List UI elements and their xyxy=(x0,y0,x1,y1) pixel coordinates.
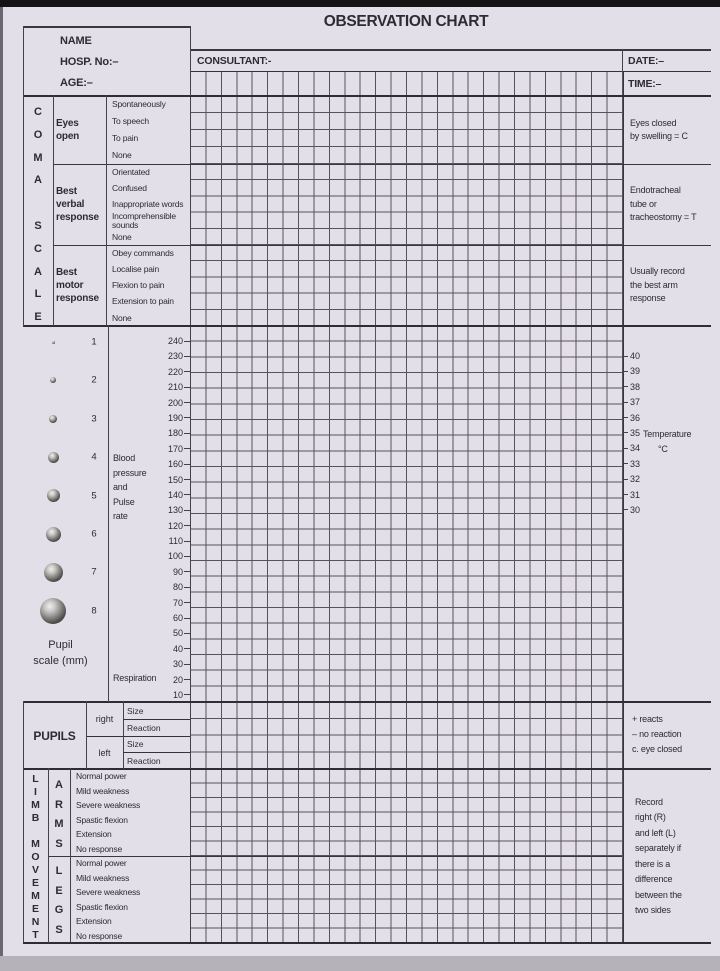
scale-item: Severe weakness xyxy=(76,800,141,810)
scale-item: Normal power xyxy=(76,771,127,781)
motor-response-grid xyxy=(190,245,624,326)
bp-scale-value: 30 xyxy=(172,659,183,670)
bp-tick xyxy=(184,387,190,388)
temp-scale-row xyxy=(622,397,662,407)
coma-scale-letter: C xyxy=(34,106,42,118)
note-line: between the xyxy=(635,889,682,900)
bp-scale-row xyxy=(146,551,190,561)
note-line: difference xyxy=(635,874,673,884)
bp-scale-row xyxy=(146,582,190,592)
bp-scale-row xyxy=(146,382,190,392)
best-arm-note xyxy=(630,245,712,326)
limb-movement-letter: B xyxy=(31,812,40,824)
note-line: separately if xyxy=(635,843,681,853)
limb-movement-vertical-label xyxy=(23,0,48,971)
limb-movement-letter: T xyxy=(32,929,39,941)
bp-scale-row xyxy=(146,644,190,654)
bp-scale-row xyxy=(146,336,190,346)
scale-item: Mild weakness xyxy=(76,785,130,796)
bp-scale-row xyxy=(146,490,190,500)
label-line: open xyxy=(56,131,80,142)
temp-scale-row xyxy=(622,351,662,361)
temp-scale-value: 38 xyxy=(630,381,641,392)
bp-tick xyxy=(184,525,190,526)
note-line: response xyxy=(630,293,666,304)
bp-tick xyxy=(184,571,190,572)
arms-grid xyxy=(190,769,624,856)
eyes-closed-note xyxy=(630,96,712,164)
pupils-section-label: PUPILS xyxy=(33,728,76,743)
temp-scale-row xyxy=(622,443,662,453)
scale-item: None xyxy=(112,150,132,161)
label-line: Eyes xyxy=(56,118,79,129)
bp-scale-value: 190 xyxy=(167,412,183,423)
pupils-grid xyxy=(190,702,624,769)
bp-scale-value: 210 xyxy=(167,382,183,393)
temp-scale-value: 36 xyxy=(630,412,641,423)
scale-item: Spontaneously xyxy=(112,99,166,110)
legs-letter: S xyxy=(55,923,63,936)
scale-item: Localise pain xyxy=(112,264,160,275)
coma-scale-letter: E xyxy=(34,311,42,324)
bp-tick xyxy=(184,633,190,634)
bp-tick xyxy=(184,602,190,603)
note-line: tube or xyxy=(630,198,657,209)
scale-item: Obey commands xyxy=(112,247,174,258)
label-line: response xyxy=(56,293,99,304)
limb-movement-letter: M xyxy=(31,799,40,811)
legs-letter: E xyxy=(55,884,63,897)
temp-tick xyxy=(622,494,628,495)
bp-scale-value: 80 xyxy=(172,582,183,593)
scale-item: Inappropriate words xyxy=(112,199,184,210)
temp-scale-row xyxy=(622,490,662,500)
temp-scale-value: 39 xyxy=(630,366,641,377)
bp-tick xyxy=(184,618,190,619)
legs-vertical-label xyxy=(48,0,70,971)
bp-tick xyxy=(184,356,190,357)
note-line: Eyes closed xyxy=(630,117,677,128)
temp-scale-row xyxy=(622,382,662,392)
label-line: response xyxy=(56,212,99,223)
temp-scale-row xyxy=(622,505,662,515)
pupils-right-label: right xyxy=(95,714,114,724)
bp-tick xyxy=(184,402,190,403)
date-label: DATE:– xyxy=(628,55,664,67)
coma-scale-letter: M xyxy=(33,151,43,164)
coma-scale-letter: S xyxy=(34,220,42,232)
pupils-left-label: left xyxy=(98,747,111,758)
scale-item: None xyxy=(112,231,132,242)
temp-tick xyxy=(622,448,628,449)
pupils-left-size-label: Size xyxy=(127,739,144,749)
note-line: Record xyxy=(635,796,663,807)
consultant-bottom-rule xyxy=(190,71,711,72)
consultant-label: CONSULTANT:- xyxy=(197,55,272,67)
scale-item: Normal power xyxy=(76,858,127,868)
note-line: right (R) xyxy=(635,812,666,822)
bp-tick xyxy=(184,433,190,434)
pupil-size-number: 6 xyxy=(91,528,97,540)
bp-scale-row xyxy=(146,690,190,700)
scale-item: Incomprehensible sounds xyxy=(112,211,176,230)
bp-scale-value: 20 xyxy=(172,674,183,685)
bp-tick xyxy=(184,448,190,449)
coma-scale-letter: L xyxy=(34,288,42,301)
temperature-unit: °C xyxy=(658,444,668,454)
bp-scale-row xyxy=(146,536,190,546)
bp-tick xyxy=(184,464,190,465)
note-line: c. eye closed xyxy=(632,743,682,754)
bp-scale-row xyxy=(146,413,190,423)
note-line: – no reaction xyxy=(632,728,682,739)
bp-scale-row xyxy=(146,598,190,608)
note-line: tracheostomy = T xyxy=(630,212,697,223)
temp-tick xyxy=(622,479,628,480)
time-label: TIME:– xyxy=(628,78,662,90)
arms-letter: S xyxy=(55,837,63,850)
pupil-size-number: 3 xyxy=(91,413,97,425)
bp-scale-value: 200 xyxy=(167,397,183,408)
bp-scale-value: 40 xyxy=(172,643,183,654)
scale-item: No response xyxy=(76,930,122,941)
temp-tick xyxy=(622,371,628,372)
verbal-response-grid xyxy=(190,164,624,245)
arms-letter: R xyxy=(55,798,63,811)
label-line: pressure xyxy=(113,467,147,478)
temp-tick xyxy=(622,463,628,464)
limb-movement-letter: E xyxy=(31,877,39,889)
bp-scale-value: 230 xyxy=(167,351,183,362)
scale-item: Flexion to pain xyxy=(112,280,165,291)
pupils-right-size-label: Size xyxy=(127,705,144,716)
scale-item: Extension xyxy=(76,829,112,839)
age-label: AGE:– xyxy=(60,77,93,89)
bp-tick xyxy=(184,371,190,372)
pupil-size-number: 2 xyxy=(91,374,97,386)
arms-letter: A xyxy=(55,779,63,791)
hosp-no-label: HOSP. No:– xyxy=(60,56,119,68)
pupil-size-number: 5 xyxy=(91,490,97,502)
name-box-right-rule xyxy=(190,26,191,96)
limb-group-divider xyxy=(70,768,71,943)
bp-tick xyxy=(184,556,190,557)
bp-scale-value: 70 xyxy=(172,597,183,608)
scale-item: To pain xyxy=(112,133,139,144)
label-line: Pulse xyxy=(113,496,135,507)
bp-scale-value: 10 xyxy=(172,689,183,700)
legs-letter: L xyxy=(55,865,63,877)
limb-movement-letter: M xyxy=(31,890,40,902)
bp-tick xyxy=(184,694,190,695)
scale-item: Orientated xyxy=(112,166,150,177)
scale-item: Mild weakness xyxy=(76,872,130,883)
pupil-size-number: 4 xyxy=(91,451,97,463)
photo-top-edge xyxy=(0,0,720,7)
pupils-right-reaction-label: Reaction xyxy=(127,722,161,733)
pupil-reaction-key-note xyxy=(632,705,714,763)
pupil-size-number: 7 xyxy=(91,566,97,578)
endotracheal-note xyxy=(630,164,712,245)
temp-tick xyxy=(622,417,628,418)
eyes-open-grid xyxy=(190,96,624,164)
scale-item: Extension to pain xyxy=(112,296,174,307)
scale-item: Severe weakness xyxy=(76,887,141,897)
limb-movement-letter: I xyxy=(34,786,37,798)
page-title: OBSERVATION CHART xyxy=(323,13,489,30)
bp-scale-value: 240 xyxy=(167,336,183,346)
bp-tick xyxy=(184,664,190,665)
legs-grid xyxy=(190,856,624,943)
bp-scale-value: 220 xyxy=(167,366,183,377)
bp-scale-value: 150 xyxy=(167,474,183,485)
temp-scale-value: 40 xyxy=(630,351,641,361)
bp-tick xyxy=(184,679,190,680)
note-line: two sides xyxy=(635,905,671,915)
scale-item: Spastic flexion xyxy=(76,901,128,912)
scale-item: To speech xyxy=(112,116,149,127)
label-line: Pupil xyxy=(48,639,73,651)
bp-tick xyxy=(184,479,190,480)
scale-item: None xyxy=(112,312,132,323)
limb-movement-letter: E xyxy=(31,903,39,915)
bp-scale-row xyxy=(146,444,190,454)
vitals-grid xyxy=(190,326,624,702)
temperature-label: Temperature xyxy=(643,429,692,439)
bp-scale-row xyxy=(146,351,190,361)
temp-scale-value: 32 xyxy=(630,474,641,485)
bp-tick xyxy=(184,341,190,342)
limb-movement-letter: M xyxy=(31,838,40,850)
temp-scale-value: 34 xyxy=(630,443,641,454)
bp-scale-row xyxy=(146,367,190,377)
bp-scale-row xyxy=(146,613,190,623)
bp-scale-row xyxy=(146,567,190,577)
temp-scale-value: 33 xyxy=(630,458,641,469)
bp-tick xyxy=(184,510,190,511)
bp-scale-row xyxy=(146,628,190,638)
coma-scale-letter: O xyxy=(33,128,43,141)
time-columns-grid xyxy=(190,72,624,96)
temp-scale-row xyxy=(622,474,662,484)
bp-scale-value: 160 xyxy=(167,459,183,470)
arms-letter: M xyxy=(54,818,64,830)
bp-tick xyxy=(184,417,190,418)
bp-scale-row xyxy=(146,659,190,669)
temp-scale-value: 35 xyxy=(630,427,641,438)
temp-scale-value: 30 xyxy=(630,504,641,515)
temp-tick xyxy=(622,509,628,510)
bp-tick xyxy=(184,587,190,588)
limb-movement-letter: N xyxy=(31,916,40,928)
bp-scale-row xyxy=(146,398,190,408)
label-line: motor xyxy=(56,280,84,291)
note-line: the best arm xyxy=(630,279,678,290)
bp-scale-row xyxy=(146,505,190,515)
pupil-size-number: 1 xyxy=(91,336,97,348)
note-line: by swelling = C xyxy=(630,131,688,141)
coma-scale-letter: A xyxy=(34,174,42,187)
temp-scale-value: 31 xyxy=(630,489,641,500)
pupils-left-reaction-label: Reaction xyxy=(127,755,161,766)
respiration-label: Respiration xyxy=(113,673,157,683)
temp-tick xyxy=(622,432,628,433)
consultant-top-rule xyxy=(190,49,711,51)
coma-scale-letter: A xyxy=(34,265,42,278)
bp-scale-value: 130 xyxy=(167,505,183,516)
date-divider-rule xyxy=(622,49,623,72)
temp-tick xyxy=(622,356,628,357)
temp-scale-row xyxy=(622,366,662,376)
legs-letter: G xyxy=(54,904,64,916)
scale-item: Spastic flexion xyxy=(76,814,128,825)
note-line: Usually record xyxy=(630,266,685,277)
note-line: + reacts xyxy=(632,713,663,724)
note-line: Endotracheal xyxy=(630,185,681,196)
note-line: and left (L) xyxy=(635,827,676,838)
label-line: verbal xyxy=(56,199,85,210)
label-line: rate xyxy=(113,511,128,521)
bp-scale-value: 60 xyxy=(172,613,183,624)
temp-scale-row xyxy=(622,459,662,469)
bp-scale-value: 140 xyxy=(167,489,183,500)
bp-scale-value: 120 xyxy=(167,520,183,531)
bp-scale-value: 110 xyxy=(168,536,183,547)
bp-scale-value: 180 xyxy=(167,428,183,439)
scale-item: Extension xyxy=(76,916,112,926)
photo-bottom-edge xyxy=(0,956,720,971)
label-line: Blood xyxy=(113,453,136,463)
scale-item: No response xyxy=(76,843,122,854)
temp-scale-value: 37 xyxy=(630,397,641,408)
label-line: Best xyxy=(56,267,77,278)
name-label: NAME xyxy=(60,35,92,47)
temp-tick xyxy=(622,386,628,387)
pupil-size-number: 8 xyxy=(91,605,97,617)
bp-scale-value: 170 xyxy=(167,443,183,454)
bp-scale-value: 50 xyxy=(172,628,183,639)
label-line: Best xyxy=(56,186,77,197)
coma-items-divider xyxy=(106,95,107,326)
limb-movement-letter: V xyxy=(31,864,39,876)
limb-movement-letter: L xyxy=(32,773,39,785)
bp-tick xyxy=(184,541,190,542)
scale-item: Confused xyxy=(112,183,147,194)
coma-scale-letter: C xyxy=(34,242,42,255)
bp-scale-row xyxy=(146,521,190,531)
bp-tick xyxy=(184,494,190,495)
bp-scale-row xyxy=(146,475,190,485)
bp-tick xyxy=(184,648,190,649)
limb-movement-letter: O xyxy=(31,851,40,863)
temp-scale-row xyxy=(622,413,662,423)
label-line: scale (mm) xyxy=(33,655,88,667)
label-line: and xyxy=(113,482,128,492)
bp-scale-row xyxy=(146,459,190,469)
bp-scale-value: 100 xyxy=(167,551,183,562)
temp-tick xyxy=(622,402,628,403)
bp-scale-row xyxy=(146,428,190,438)
note-line: there is a xyxy=(635,858,671,869)
bp-scale-value: 90 xyxy=(172,566,183,577)
record-sides-note xyxy=(635,769,717,944)
